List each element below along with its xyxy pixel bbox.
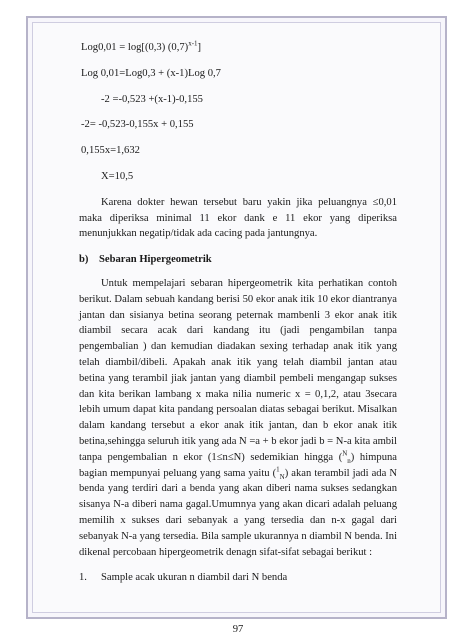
equation-6: X=10,5 — [101, 170, 134, 182]
equation-5: 0,155x=1,632 — [81, 145, 140, 157]
page-number: 97 — [232, 624, 244, 635]
section-number: b) — [79, 254, 89, 266]
list-item-number: 1. — [79, 572, 87, 584]
list-item-text: Sample acak ukuran n diambil dari N benda — [101, 572, 288, 584]
equation-3: -2 =-0,523 +(x-1)-0,155 — [101, 93, 203, 105]
equation-1: Log0,01 = log[(0,3) $(0,7)^{x-1}$] — [81, 39, 202, 53]
section-title: Sebaran Hipergeometrik — [99, 254, 212, 266]
section-heading — [79, 252, 397, 268]
list-item — [79, 570, 397, 586]
page-content — [79, 39, 398, 635]
paragraph-hypergeometric: Untuk mempelajari sebaran hipergeometrik kita perhatikan contoh berikut. Dalam sebuah kandang berisi 50 ekor anak itik 10 ekor diantranya jantan dan sisianya betina seorang peternak mambenli 3 ekor anak itik diambil secara acak dari kandang itu (jadi pengambilan tanpa pengembalian ) dan kemudian diadakan sexing terhadap anak itik yang telah diambil/dibeli. Apakah anak itik yang telah diambil jantan atau betina yang terambil jiak jantan yang diambil pembeli mengangap sukses dan kita berikan lambang x maka nilia numeric x = 0,1,2, atau 3secara lebih umum dapat kita pandang persoalan diatas sebagai berikut. Misalkan dalam kandang tersebut a ekor anak itik jantan, dan b ekor anak itik betina,sehingga seluruh itik yang ada N =a + b ekor jadi b = N-a kita ambil tanpa pengembalian n ekor (1≤n≤N) sedemikian hingga ($^N_n$) himpuna bagian mempunyai peluang yang sama yaitu ($^1_N$) akan terambil jadi ada N benda yang terdiri dari a benda yang akan diberi nama sukses sedangkan sisanya N-a diberi nama gagal.Umumnya yang akan dicari adalah peluang memilih x sukses dari sebanyak a yang tersedia dan n-x gagal dari sebanyak N-a yang tersedia. Bila sample ukurannya n diambil N benda. Ini dikenal percobaan hipergeometrik denagn sifat-sifat sebagai berikut : — [79, 277, 398, 558]
equation-4: -2= -0,523-0,155x + 0,155 — [81, 119, 194, 131]
paragraph-conclusion: Karena dokter hewan tersebut baru yakin jika peluangnya ≤0,01 maka diperiksa minimal 11 ekor dank e 11 ekor yang diperiksa menunjukkan negatip/tidak ada cacing pada jantungnya. — [79, 196, 397, 240]
equation-2: Log 0,01=Log0,3 + (x-1)Log 0,7 — [81, 67, 221, 79]
